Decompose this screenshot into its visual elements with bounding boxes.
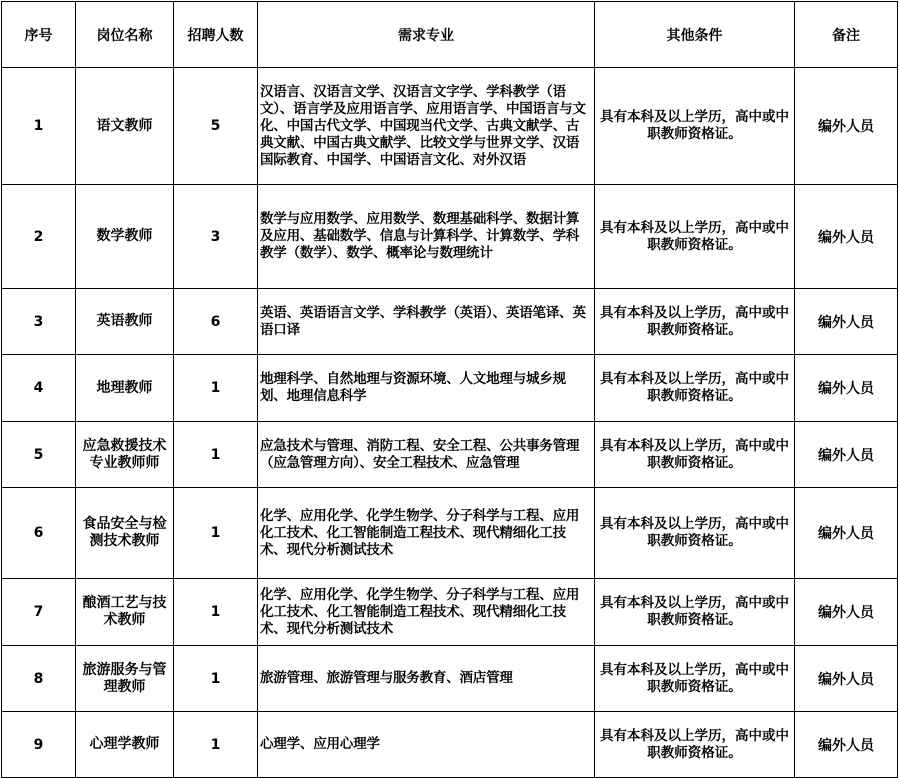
table-row bbox=[2, 712, 898, 778]
table-row bbox=[2, 289, 898, 355]
cell-post: 语文教师 bbox=[76, 68, 174, 185]
table-row bbox=[2, 185, 898, 289]
cell-count: 1 bbox=[174, 355, 258, 422]
header-condition: 其他条件 bbox=[595, 2, 795, 68]
table-row bbox=[2, 68, 898, 185]
table-row bbox=[2, 422, 898, 488]
header-post: 岗位名称 bbox=[76, 2, 174, 68]
cell-condition: 具有本科及以上学历，高中或中职教师资格证。 bbox=[595, 422, 795, 488]
cell-major: 应急技术与管理、消防工程、安全工程、公共事务管理（应急管理方向）、安全工程技术、应急管理 bbox=[258, 422, 595, 488]
recruitment-table bbox=[1, 1, 898, 778]
cell-note: 编外人员 bbox=[795, 579, 898, 646]
cell-post: 数学教师 bbox=[76, 185, 174, 289]
cell-note: 编外人员 bbox=[795, 68, 898, 185]
cell-no: 3 bbox=[2, 289, 76, 355]
cell-count: 1 bbox=[174, 488, 258, 579]
cell-post: 酿酒工艺与技术教师 bbox=[76, 579, 174, 646]
table-row bbox=[2, 646, 898, 712]
cell-post: 食品安全与检测技术教师 bbox=[76, 488, 174, 579]
table-row bbox=[2, 355, 898, 422]
cell-note: 编外人员 bbox=[795, 646, 898, 712]
cell-major: 旅游管理、旅游管理与服务教育、酒店管理 bbox=[258, 646, 595, 712]
cell-note: 编外人员 bbox=[795, 185, 898, 289]
cell-post: 地理教师 bbox=[76, 355, 174, 422]
cell-note: 编外人员 bbox=[795, 488, 898, 579]
cell-no: 9 bbox=[2, 712, 76, 778]
cell-note: 编外人员 bbox=[795, 422, 898, 488]
cell-condition: 具有本科及以上学历，高中或中职教师资格证。 bbox=[595, 68, 795, 185]
header-no: 序号 bbox=[2, 2, 76, 68]
cell-count: 1 bbox=[174, 712, 258, 778]
cell-condition: 具有本科及以上学历，高中或中职教师资格证。 bbox=[595, 488, 795, 579]
cell-no: 2 bbox=[2, 185, 76, 289]
cell-condition: 具有本科及以上学历，高中或中职教师资格证。 bbox=[595, 646, 795, 712]
cell-count: 1 bbox=[174, 422, 258, 488]
cell-major: 心理学、应用心理学 bbox=[258, 712, 595, 778]
cell-post: 心理学教师 bbox=[76, 712, 174, 778]
cell-count: 1 bbox=[174, 579, 258, 646]
table-row bbox=[2, 579, 898, 646]
cell-post: 旅游服务与管理教师 bbox=[76, 646, 174, 712]
cell-condition: 具有本科及以上学历，高中或中职教师资格证。 bbox=[595, 712, 795, 778]
header-count: 招聘人数 bbox=[174, 2, 258, 68]
header-row bbox=[2, 2, 898, 68]
table-row bbox=[2, 488, 898, 579]
cell-count: 3 bbox=[174, 185, 258, 289]
cell-no: 7 bbox=[2, 579, 76, 646]
cell-no: 8 bbox=[2, 646, 76, 712]
cell-note: 编外人员 bbox=[795, 289, 898, 355]
cell-condition: 具有本科及以上学历，高中或中职教师资格证。 bbox=[595, 355, 795, 422]
cell-count: 6 bbox=[174, 289, 258, 355]
cell-condition: 具有本科及以上学历，高中或中职教师资格证。 bbox=[595, 579, 795, 646]
cell-major: 化学、应用化学、化学生物学、分子科学与工程、应用化工技术、化工智能制造工程技术、现代精细化工技术、现代分析测试技术 bbox=[258, 579, 595, 646]
cell-condition: 具有本科及以上学历，高中或中职教师资格证。 bbox=[595, 185, 795, 289]
cell-post: 英语教师 bbox=[76, 289, 174, 355]
cell-no: 6 bbox=[2, 488, 76, 579]
cell-post: 应急救援技术专业教师师 bbox=[76, 422, 174, 488]
cell-major: 英语、英语语言文学、学科教学（英语）、英语笔译、英语口译 bbox=[258, 289, 595, 355]
cell-major: 数学与应用数学、应用数学、数理基础科学、数据计算及应用、基础数学、信息与计算科学、计算数学、学科教学（数学）、数学、概率论与数理统计 bbox=[258, 185, 595, 289]
cell-no: 5 bbox=[2, 422, 76, 488]
cell-note: 编外人员 bbox=[795, 712, 898, 778]
cell-note: 编外人员 bbox=[795, 355, 898, 422]
cell-major: 地理科学、自然地理与资源环境、人文地理与城乡规划、地理信息科学 bbox=[258, 355, 595, 422]
header-major: 需求专业 bbox=[258, 2, 595, 68]
cell-count: 5 bbox=[174, 68, 258, 185]
cell-no: 4 bbox=[2, 355, 76, 422]
cell-count: 1 bbox=[174, 646, 258, 712]
cell-condition: 具有本科及以上学历，高中或中职教师资格证。 bbox=[595, 289, 795, 355]
header-note: 备注 bbox=[795, 2, 898, 68]
cell-no: 1 bbox=[2, 68, 76, 185]
cell-major: 化学、应用化学、化学生物学、分子科学与工程、应用化工技术、化工智能制造工程技术、现代精细化工技术、现代分析测试技术 bbox=[258, 488, 595, 579]
cell-major: 汉语言、汉语言文学、汉语言文字学、学科教学（语文）、语言学及应用语言学、应用语言学、中国语言与文化、中国古代文学、中国现当代文学、古典文献学、古典文献、中国古典文献学、比较文学与世界文学、汉语国际教育、中国学、中国语言文化、对外汉语 bbox=[258, 68, 595, 185]
